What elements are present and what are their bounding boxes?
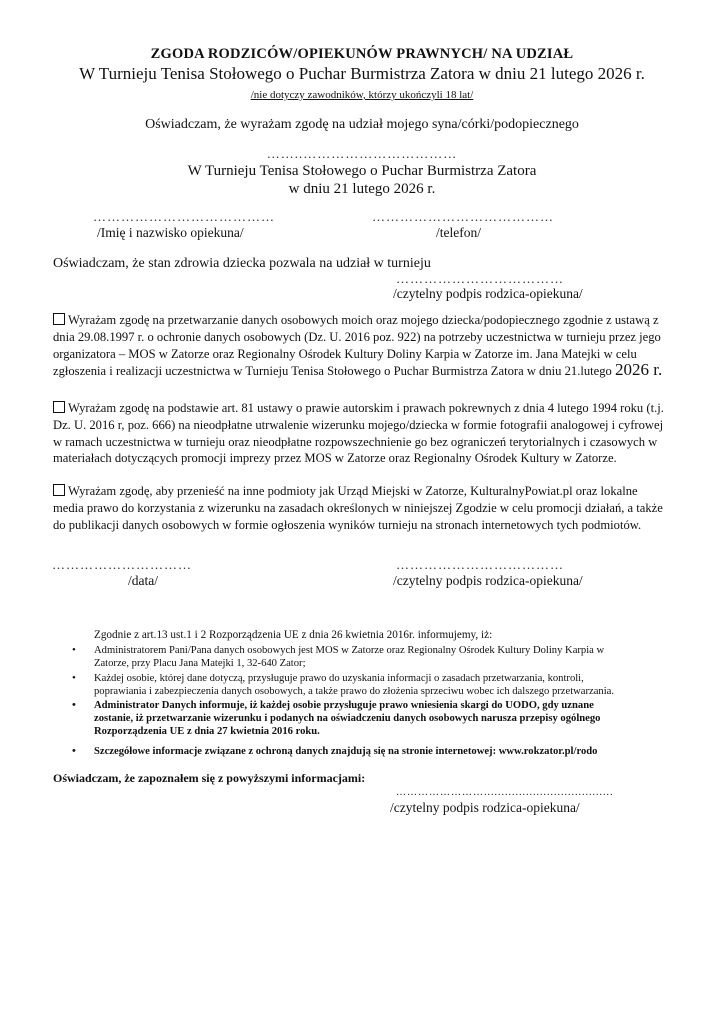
gdpr-bullet-item — [60, 644, 635, 670]
bullet-icon: • — [72, 699, 76, 712]
gdpr-info-section — [60, 629, 635, 759]
bullet-icon: • — [72, 671, 76, 684]
phone-label: /telefon/ — [436, 225, 481, 240]
bullet-icon: • — [72, 644, 76, 657]
final-signature-label: /czytelny podpis rodzica-opiekuna/ — [390, 800, 580, 815]
age-note: /nie dotyczy zawodników, którzy ukończyli 18 lat/ — [250, 89, 474, 101]
consent-paragraph-third-parties — [53, 483, 671, 533]
consent-paragraph-text: Wyrażam zgodę na przetwarzanie danych osobowych moich oraz mojego dziecka/podopiecznego zgodnie z ustawą z dnia 29.08.1997 r. o ochronie danych osobowych (Dz. U. 2016 poz. 922) na potrzeby uczestnictwa w turnieju przez jego organizatora – MOS w Zatorze oraz Regionalny Ośrodek Kultury Doliny Karpia w Zatorze im. Jana Matejki w celu zgłoszenia i realizacji uczestnictwa w Turnieju Tenisa Stołowego o Puchar Burmistrza Zatora w dniu 21.lutego — [53, 313, 661, 379]
form-title: ZGODA RODZICÓW/OPIEKUNÓW PRAWNYCH/ NA UDZIAŁ — [150, 46, 574, 62]
consent-intro: Oświadczam, że wyrażam zgodę na udział mojego syna/córki/podopiecznego — [145, 117, 579, 132]
gdpr-bullet-text: Administrator Danych informuje, iż każdej osobie przysługuje prawo wniesienia skargi do UODO, gdy uznane zostanie, iż przetwarzanie wizerunku i podanych na oświadczeniu danych osobowych narusza przepisy ogólnego Rozporządzenia UE z dnia 27 kwietnia 2016 roku. — [94, 700, 601, 738]
signature2-label: /czytelny podpis rodzica-opiekuna/ — [393, 573, 583, 588]
bullet-icon: • — [72, 744, 76, 757]
tournament-name-line: W Turnieju Tenisa Stołowego o Puchar Burmistrza Zatora — [187, 163, 537, 179]
guardian-name-label: /Imię i nazwisko opiekuna/ — [97, 225, 244, 240]
gdpr-bullet-item — [60, 745, 635, 758]
health-statement: Oświadczam, że stan zdrowia dziecka pozwala na udział w turnieju — [53, 256, 431, 271]
gdpr-intro: Zgodnie z art.13 ust.1 i 2 Rozporządzenia UE z dnia 26 kwietnia 2016r. informujemy, iż: — [94, 629, 493, 641]
checkbox-icon[interactable] — [53, 313, 65, 325]
signature1-label: /czytelny podpis rodzica-opiekuna/ — [393, 286, 583, 301]
date-label: /data/ — [128, 573, 158, 588]
date-dotted-line: ………………………… — [52, 557, 192, 572]
consent-paragraph-year: 2026 r. — [614, 360, 663, 380]
consent-paragraph-image-rights — [53, 400, 671, 467]
phone-dotted-line: ………………………………… — [372, 209, 554, 224]
tournament-date-line: w dniu 21 lutego 2026 r. — [288, 181, 436, 197]
child-name-dotted-line: ……..…………………………… — [266, 146, 458, 161]
signature1-dotted-line: ……………………………… — [396, 271, 564, 286]
signature2-dotted-line: ……………………………… — [396, 557, 564, 572]
gdpr-bullet-list — [60, 644, 635, 758]
checkbox-icon[interactable] — [53, 401, 65, 413]
gdpr-bullet-text: Administratorem Pani/Pana danych osobowych jest MOS w Zatorze oraz Regionalny Ośrodek Kultury Doliny Karpia w Zatorze, przy Placu Jana Matejki 1, 32-640 Zator; — [94, 645, 605, 670]
final-signature-dotted-line: ……………………..................................... — [396, 787, 614, 798]
final-statement: Oświadczam, że zapoznałem się z powyższymi informacjami: — [53, 771, 366, 785]
consent-paragraph-data-processing — [53, 312, 671, 380]
gdpr-bullet-text: Szczegółowe informacje związane z ochroną danych znajdują się na stronie internetowej: www.rokzator.pl/rodo — [94, 745, 598, 757]
gdpr-bullet-item — [60, 672, 635, 698]
consent-paragraph-text: Wyrażam zgodę na podstawie art. 81 ustawy o prawie autorskim i prawach pokrewnych z dnia 4 lutego 1994 roku (t.j. Dz. U. 2016 r, poz. 666) na nieodpłatne utrwalenie wizerunku mojego/dziecka w formie fotografii analogowej i cyfrowej w ramach uczestnictwa w turnieju oraz nieodpłatne rozpowszechnienie go bez ograniczeń terytorialnych i czasowych w materiałach dotyczących promocji imprezy przez MOS w Zatorze oraz Regionalny Ośrodek Kultury w Zatorze. — [53, 401, 664, 466]
consent-paragraph-text: Wyrażam zgodę, aby przenieść na inne podmioty jak Urząd Miejski w Zatorze, KulturalnyPowiat.pl oraz lokalne media prawo do korzystania z wizerunku na zasadach określonych w niniejszej Zgodzie w celu promocji działań, a także do publikacji danych osobowych w formie ogłoszenia wyników turnieju na stronach internetowych tych podmiotów. — [53, 484, 663, 532]
checkbox-icon[interactable] — [53, 484, 65, 496]
form-subtitle: W Turnieju Tenisa Stołowego o Puchar Burmistrza Zatora w dniu 21 lutego 2026 r. — [79, 64, 645, 83]
gdpr-bullet-item — [60, 699, 635, 739]
gdpr-bullet-text: Każdej osobie, której dane dotyczą, przysługuje prawo do uzyskania informacji o zasadach przetwarzania, kontroli, poprawiania i zabezpieczenia danych osobowych, a także prawo do złożenia sprzeciwu wobec ich dalszego przetwarzania. — [94, 672, 615, 697]
guardian-name-dotted-line: ………………………………… — [93, 209, 275, 224]
